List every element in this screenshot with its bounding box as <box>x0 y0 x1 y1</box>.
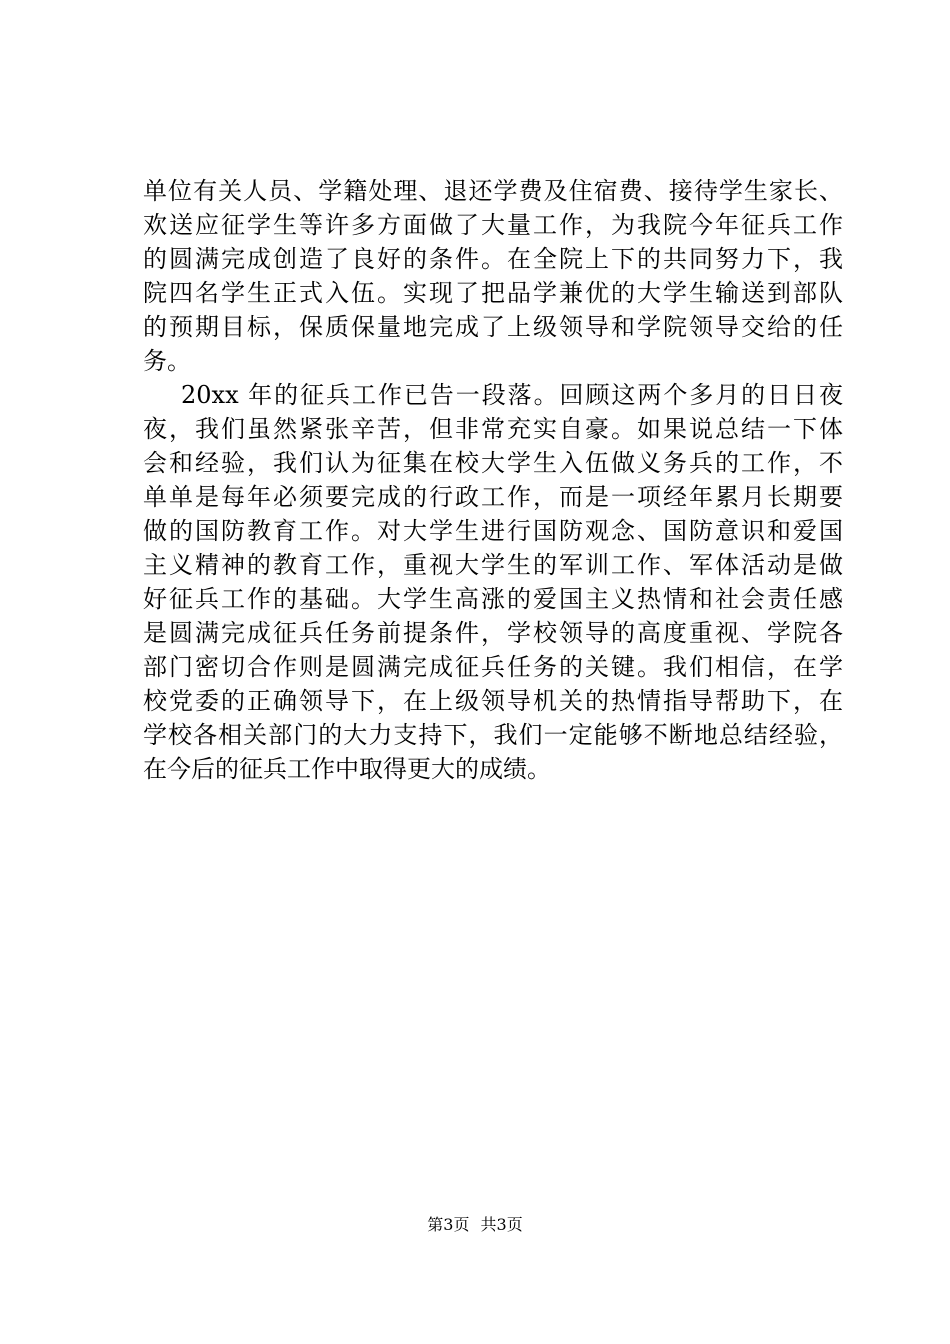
text-line: 20xx 年的征兵工作已告一段落。回顾这两个多月的日日夜 <box>181 381 843 409</box>
text-line: 学校各相关部门的大力支持下，我们一定能够不断地总结经验， <box>143 721 843 749</box>
text-line: 好征兵工作的基础。大学生高涨的爱国主义热情和社会责任感 <box>143 585 843 613</box>
text-line: 做的国防教育工作。对大学生进行国防观念、国防意识和爱国 <box>143 517 843 545</box>
text-line: 夜，我们虽然紧张辛苦，但非常充实自豪。如果说总结一下体 <box>143 415 843 443</box>
text-line: 主义精神的教育工作，重视大学生的军训工作、军体活动是做 <box>143 551 843 579</box>
text-line: 会和经验，我们认为征集在校大学生入伍做义务兵的工作，不 <box>143 449 843 477</box>
text-line: 欢送应征学生等许多方面做了大量工作，为我院今年征兵工作 <box>143 211 843 239</box>
text-line: 在今后的征兵工作中取得更大的成绩。 <box>143 755 551 783</box>
document-body <box>143 174 843 786</box>
text-line: 的预期目标，保质保量地完成了上级领导和学院领导交给的任 <box>143 313 843 341</box>
text-line: 部门密切合作则是圆满完成征兵任务的关键。我们相信，在学 <box>143 653 843 681</box>
paragraph-1 <box>143 174 843 378</box>
page-number: 第3页 <box>427 1215 470 1234</box>
text-line: 单位有关人员、学籍处理、退还学费及住宿费、接待学生家长、 <box>143 177 843 205</box>
text-line: 单单是每年必须要完成的行政工作，而是一项经年累月长期要 <box>143 483 843 511</box>
text-line: 的圆满完成创造了良好的条件。在全院上下的共同努力下，我 <box>143 245 843 273</box>
text-line: 是圆满完成征兵任务前提条件，学校领导的高度重视、学院各 <box>143 619 843 647</box>
page-total: 共3页 <box>480 1215 523 1234</box>
paragraph-2 <box>143 378 843 786</box>
text-line: 校党委的正确领导下，在上级领导机关的热情指导帮助下，在 <box>143 687 843 715</box>
page-footer <box>0 1214 950 1236</box>
text-line: 院四名学生正式入伍。实现了把品学兼优的大学生输送到部队 <box>143 279 843 307</box>
text-line: 务。 <box>143 347 191 375</box>
